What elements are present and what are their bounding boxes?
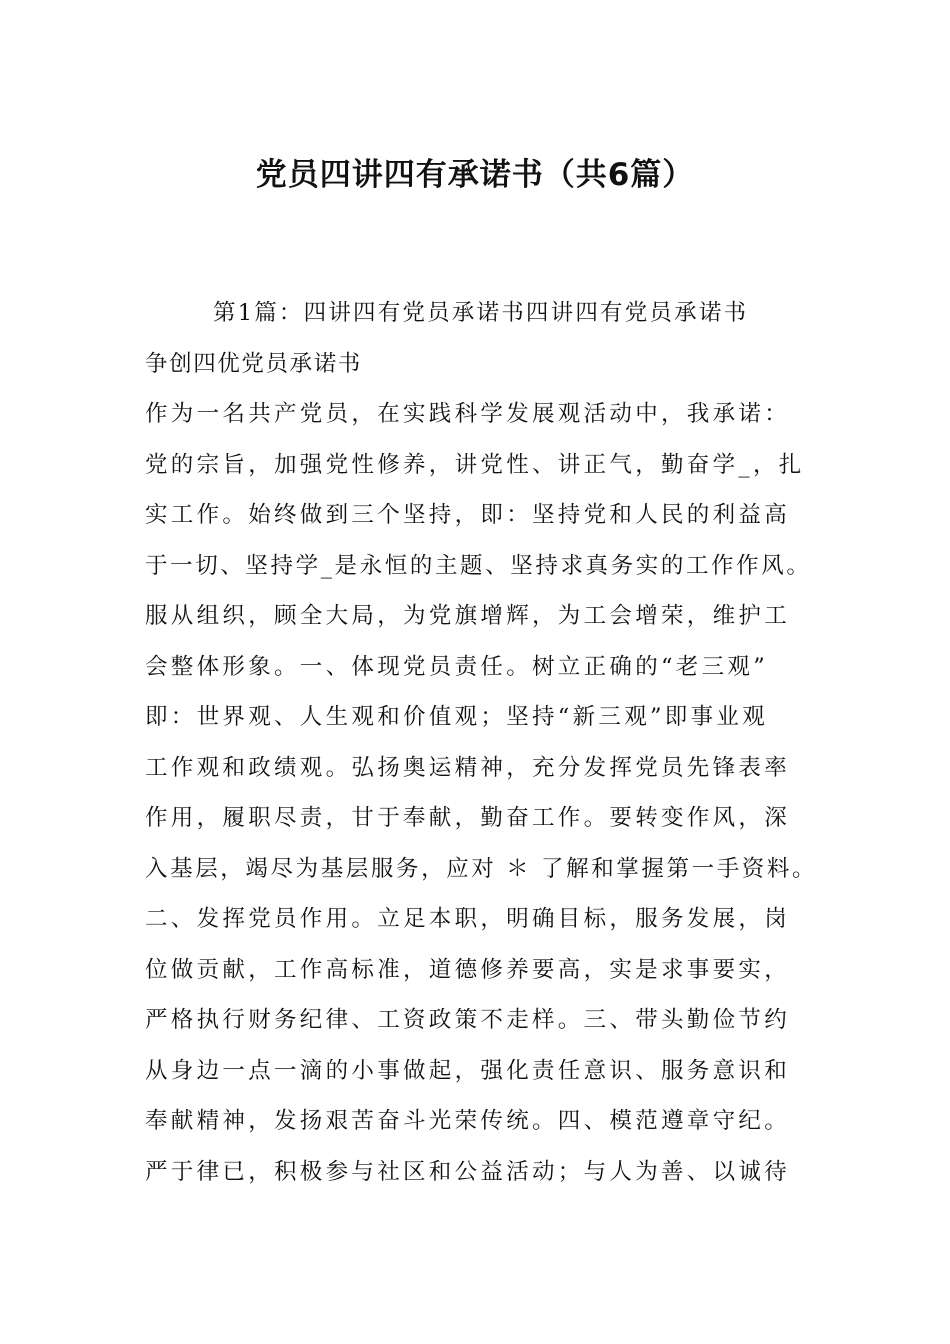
body-text-line: 即：世界观、人生观和价值观；坚持“新三观”即事业观 xyxy=(145,704,769,730)
body-text-line: 严于律已，积极参与社区和公益活动；与人为善、以诚待 xyxy=(145,1158,791,1185)
document-body xyxy=(145,288,845,1197)
body-text-line: 服从组织，顾全大局，为党旗增辉，为工会增荣，维护工 xyxy=(145,603,791,629)
body-text-line: 作用，履职尽责，甘于奉献，勤奋工作。要转变作风，深 xyxy=(145,805,791,831)
body-text-line: 从身边一点一滴的小事做起，强化责任意识、服务意识和 xyxy=(145,1057,791,1084)
body-text-line: 作为一名共产党员，在实践科学发展观活动中，我承诺： xyxy=(145,401,791,427)
body-text-line: 工作观和政绩观。弘扬奥运精神，充分发挥党员先锋表率 xyxy=(145,754,791,781)
body-text-line: 严格执行财务纪律、工资政策不走样。三、带头勤俭节约 xyxy=(145,1007,791,1033)
body-text-line: 实工作。始终做到三个坚持，即：坚持党和人民的利益高 xyxy=(145,502,791,528)
body-text-line: 于一切、坚持学_是永恒的主题、坚持求真务实的工作作风。 xyxy=(145,552,812,579)
chapter-heading-line: 第1篇：四讲四有党员承诺书四讲四有党员承诺书 xyxy=(213,300,749,326)
body-text-line: 奉献精神，发扬艰苦奋斗光荣传统。四、模范遵章守纪。 xyxy=(145,1108,791,1134)
body-text-line: 入基层，竭尽为基层服务，应对 ＊ 了解和掌握第一手资料。 xyxy=(145,855,818,882)
subtitle-line: 争创四优党员承诺书 xyxy=(145,350,362,377)
document-title: 党员四讲四有承诺书（共6篇） xyxy=(255,157,695,193)
body-text-line: 会整体形象。一、体现党员责任。树立正确的“老三观” xyxy=(145,653,769,680)
body-text-line: 位做贡献，工作高标准，道德修养要高，实是求事要实， xyxy=(145,956,791,983)
body-text-line: 二、发挥党员作用。立足本职，明确目标，服务发展，岗 xyxy=(145,906,791,932)
body-text-line: 党的宗旨，加强党性修养，讲党性、讲正气，勤奋学_，扎 xyxy=(145,451,805,478)
